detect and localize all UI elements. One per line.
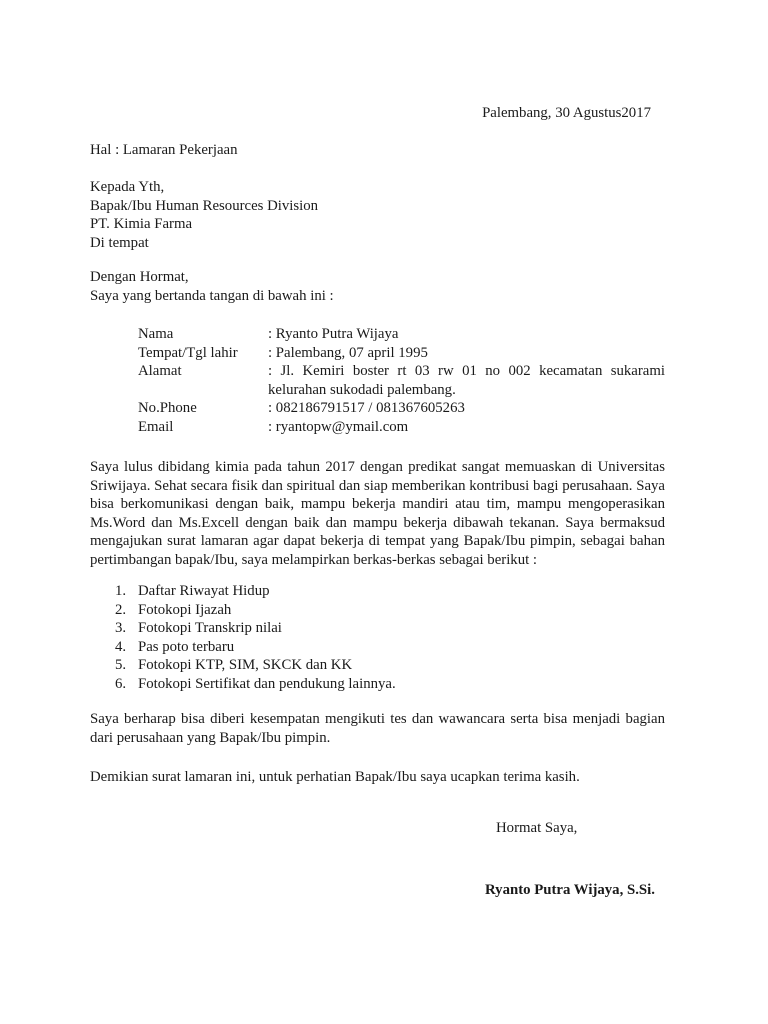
salutation: Dengan Hormat, xyxy=(90,269,189,285)
detail-label: Email xyxy=(138,418,174,435)
attachment-number: 1. xyxy=(115,583,127,599)
detail-label: Alamat xyxy=(138,363,182,379)
attachment-number: 3. xyxy=(115,620,127,636)
detail-value: : Palembang, 07 april 1995 xyxy=(268,344,428,361)
attachment-item xyxy=(115,638,665,657)
attachment-text: Fotokopi KTP, SIM, SKCK dan KK xyxy=(138,657,353,673)
detail-row xyxy=(138,325,665,344)
attachment-number: 6. xyxy=(115,675,127,692)
attachment-text: Daftar Riwayat Hidup xyxy=(138,583,270,599)
attachment-number: 4. xyxy=(115,638,127,655)
letter-date: Palembang, 30 Agustus2017 xyxy=(482,105,651,121)
recipient-line: Bapak/Ibu Human Resources Division xyxy=(90,197,319,214)
detail-value: : ryantopw@ymail.com xyxy=(268,418,409,435)
attachment-text: Fotokopi Ijazah xyxy=(138,601,232,618)
detail-label: Nama xyxy=(138,326,174,342)
body-paragraph: Saya lulus dibidang kimia pada tahun 2017 dengan predikat sangat memuaskan di Universitas Sriwijaya. Sehat secara fisik dan spiritual dan siap memberikan kontribusi bagi perusahaan. Saya bisa berkomunikasi dengan baik, mampu bekerja mandiri atau tim, mampu mengoperasikan Ms.Word dan Ms.Excell dengan baik dan mampu bekerja dibawah tekanan. Saya bermaksud mengajukan surat lamaran agar dapat bekerja di tempat yang Bapak/Ibu pimpin, sebagai bahan pertimbangan bapak/Ibu, saya melampirkan berkas-berkas sebagai berikut : xyxy=(90,459,665,568)
personal-details-table xyxy=(138,325,665,436)
attachment-item xyxy=(115,656,665,675)
attachment-item xyxy=(115,582,665,601)
detail-row xyxy=(138,344,665,363)
attachment-text: Fotokopi Sertifikat dan pendukung lainnya. xyxy=(138,675,396,692)
signature-name: Ryanto Putra Wijaya, S.Si. xyxy=(485,882,655,898)
attachment-item xyxy=(115,675,665,694)
attachment-number: 2. xyxy=(115,601,127,618)
attachment-text: Pas poto terbaru xyxy=(138,638,235,655)
subject-line: Hal : Lamaran Pekerjaan xyxy=(90,141,238,158)
recipient-line: Di tempat xyxy=(90,234,149,251)
salutation-sub: Saya yang bertanda tangan di bawah ini : xyxy=(90,287,334,304)
recipient-line: PT. Kimia Farma xyxy=(90,216,193,232)
attachment-number: 5. xyxy=(115,657,127,673)
attachment-item xyxy=(115,601,665,620)
recipient-line: Kepada Yth, xyxy=(90,179,165,195)
detail-row xyxy=(138,418,665,437)
thanks-paragraph: Demikian surat lamaran ini, untuk perhatian Bapak/Ibu saya ucapkan terima kasih. xyxy=(90,769,580,785)
detail-label: No.Phone xyxy=(138,400,197,416)
closing-paragraph: Saya berharap bisa diberi kesempatan mengikuti tes dan wawancara serta bisa menjadi bagian dari perusahaan yang Bapak/Ibu pimpin. xyxy=(90,711,665,746)
recipient-block xyxy=(90,178,665,252)
salutation-block xyxy=(90,268,665,305)
signoff: Hormat Saya, xyxy=(496,819,578,836)
detail-value: : 082186791517 / 081367605263 xyxy=(268,400,465,416)
detail-value: : Jl. Kemiri boster rt 03 rw 01 no 002 kecamatan sukarami kelurahan sukodadi palembang. xyxy=(268,363,665,398)
detail-row xyxy=(138,362,665,399)
attachments-list xyxy=(115,582,665,693)
attachment-text: Fotokopi Transkrip nilai xyxy=(138,620,282,636)
detail-label: Tempat/Tgl lahir xyxy=(138,344,238,361)
attachment-item xyxy=(115,619,665,638)
detail-value: : Ryanto Putra Wijaya xyxy=(268,326,399,342)
detail-row xyxy=(138,399,665,418)
